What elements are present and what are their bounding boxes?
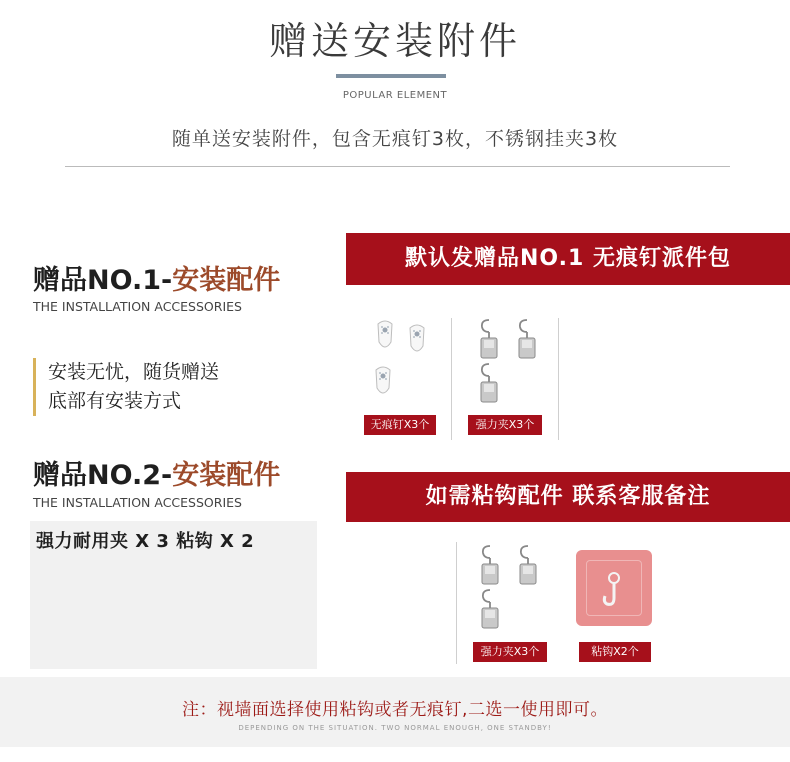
gift-1-title-prefix: 赠品NO.1- [33, 265, 173, 296]
hook-icon [598, 564, 630, 612]
gift-1-title-accent: 安装配件 [172, 265, 281, 296]
clip-icon [514, 544, 542, 588]
item-divider [451, 318, 452, 440]
nail-icon [374, 318, 396, 354]
title-underline [336, 74, 446, 78]
gift-2-title-prefix: 赠品NO.2- [33, 460, 173, 491]
footer-note: 注：视墙面选择使用粘钩或者无痕钉,二选一使用即可。 [182, 700, 608, 720]
gift-2-title-accent: 安装配件 [172, 460, 281, 491]
optional-hook-banner: 如需粘钩配件 联系客服备注 [346, 472, 790, 522]
footer-note-panel [0, 677, 790, 747]
clip-icon [475, 318, 503, 362]
clip-label: 强力夹X3个 [473, 642, 547, 662]
item-divider [558, 318, 559, 440]
nail-icon [406, 322, 428, 358]
gift-1-english: THE INSTALLATION ACCESSORIES [33, 299, 242, 314]
page-description: 随单送安装附件，包含无痕钉3枚，不锈钢挂夹3枚 [171, 128, 619, 150]
adhesive-hook-image [576, 550, 652, 626]
footer-english: DEPENDING ON THE SITUATION. TWO NORMAL ENOUGH, ONE STANDBY! [238, 724, 552, 732]
clip-icon [476, 544, 504, 588]
nail-label: 无痕钉X3个 [364, 415, 436, 435]
clip-label: 强力夹X3个 [468, 415, 542, 435]
page-subtitle: POPULAR ELEMENT [342, 90, 448, 101]
gift-1-title [33, 258, 280, 297]
install-notes [33, 358, 219, 416]
clip-icon [476, 588, 504, 632]
header-divider [65, 166, 730, 167]
clip-icon [513, 318, 541, 362]
gift-2-contents-box [30, 521, 317, 669]
item-divider [456, 542, 457, 664]
nail-icon [372, 364, 394, 400]
page-title: 赠送安装附件 [268, 19, 521, 63]
install-note-line-2: 底部有安装方式 [48, 390, 182, 412]
gift-2-contents-text: 强力耐用夹 X 3 粘钩 X 2 [36, 531, 255, 552]
install-note-line-1: 安装无忧，随货赠送 [48, 361, 220, 383]
gift-2-english: THE INSTALLATION ACCESSORIES [33, 495, 242, 510]
clip-icon [475, 362, 503, 406]
default-gift-banner: 默认发赠品NO.1 无痕钉派件包 [346, 233, 790, 285]
hook-label: 粘钩X2个 [579, 642, 651, 662]
gift-2-title [33, 453, 280, 492]
